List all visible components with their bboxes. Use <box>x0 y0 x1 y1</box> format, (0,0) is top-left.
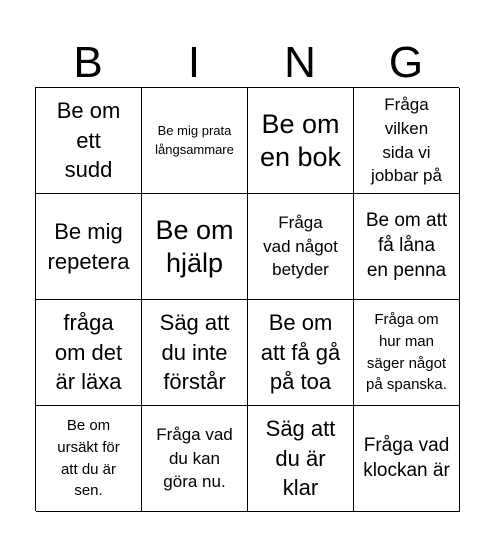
bingo-board <box>35 87 459 511</box>
header-letter-g: G <box>388 38 424 87</box>
cell-text: Be om att få gå på toa <box>260 309 341 395</box>
cell-text: Be mig repetera <box>47 218 130 274</box>
header-letter-i: I <box>187 38 201 87</box>
bingo-cell-r1c3[interactable] <box>248 88 354 194</box>
cell-text: Be om en bok <box>259 109 342 172</box>
cell-text: Be om hjälp <box>155 215 234 278</box>
bingo-cell-r2c4[interactable] <box>354 194 460 300</box>
bingo-cell-r1c4[interactable] <box>354 88 460 194</box>
cell-text: Fråga vad något betyder <box>263 212 338 280</box>
cell-text: Fråga vad du kan göra nu. <box>156 424 233 492</box>
bingo-cell-r4c4[interactable] <box>354 406 460 512</box>
bingo-cell-r4c2[interactable] <box>142 406 248 512</box>
bingo-cell-r4c1[interactable] <box>36 406 142 512</box>
cell-text: fråga om det är läxa <box>54 309 123 395</box>
cell-text: Be om ett sudd <box>56 97 121 183</box>
bingo-cell-r3c3[interactable] <box>248 300 354 406</box>
cell-text: Be om att få låna en penna <box>365 210 448 281</box>
bingo-cell-r3c4[interactable] <box>354 300 460 406</box>
cell-text: Fråga om hur man säger något på spanska. <box>366 311 447 394</box>
cell-text: Be mig prata långsammare <box>155 123 234 157</box>
cell-text: Fråga vilken sida vi jobbar på <box>371 94 442 186</box>
cell-text: Säg att du är klar <box>265 415 336 501</box>
bingo-cell-r1c1[interactable] <box>36 88 142 194</box>
bingo-cell-r2c2[interactable] <box>142 194 248 300</box>
cell-text: Be om ursäkt för att du är sen. <box>57 417 120 500</box>
cell-text: Säg att du inte förstår <box>159 309 230 395</box>
header-letter-n: N <box>284 38 316 87</box>
bingo-cell-r1c2[interactable] <box>142 88 248 194</box>
cell-text: Fråga vad klockan är <box>363 434 450 481</box>
bingo-cell-r3c2[interactable] <box>142 300 248 406</box>
bingo-cell-r3c1[interactable] <box>36 300 142 406</box>
bingo-header <box>35 38 459 88</box>
bingo-cell-r2c1[interactable] <box>36 194 142 300</box>
bingo-cell-r2c3[interactable] <box>248 194 354 300</box>
bingo-cell-r4c3[interactable] <box>248 406 354 512</box>
header-letter-b: B <box>73 38 103 87</box>
